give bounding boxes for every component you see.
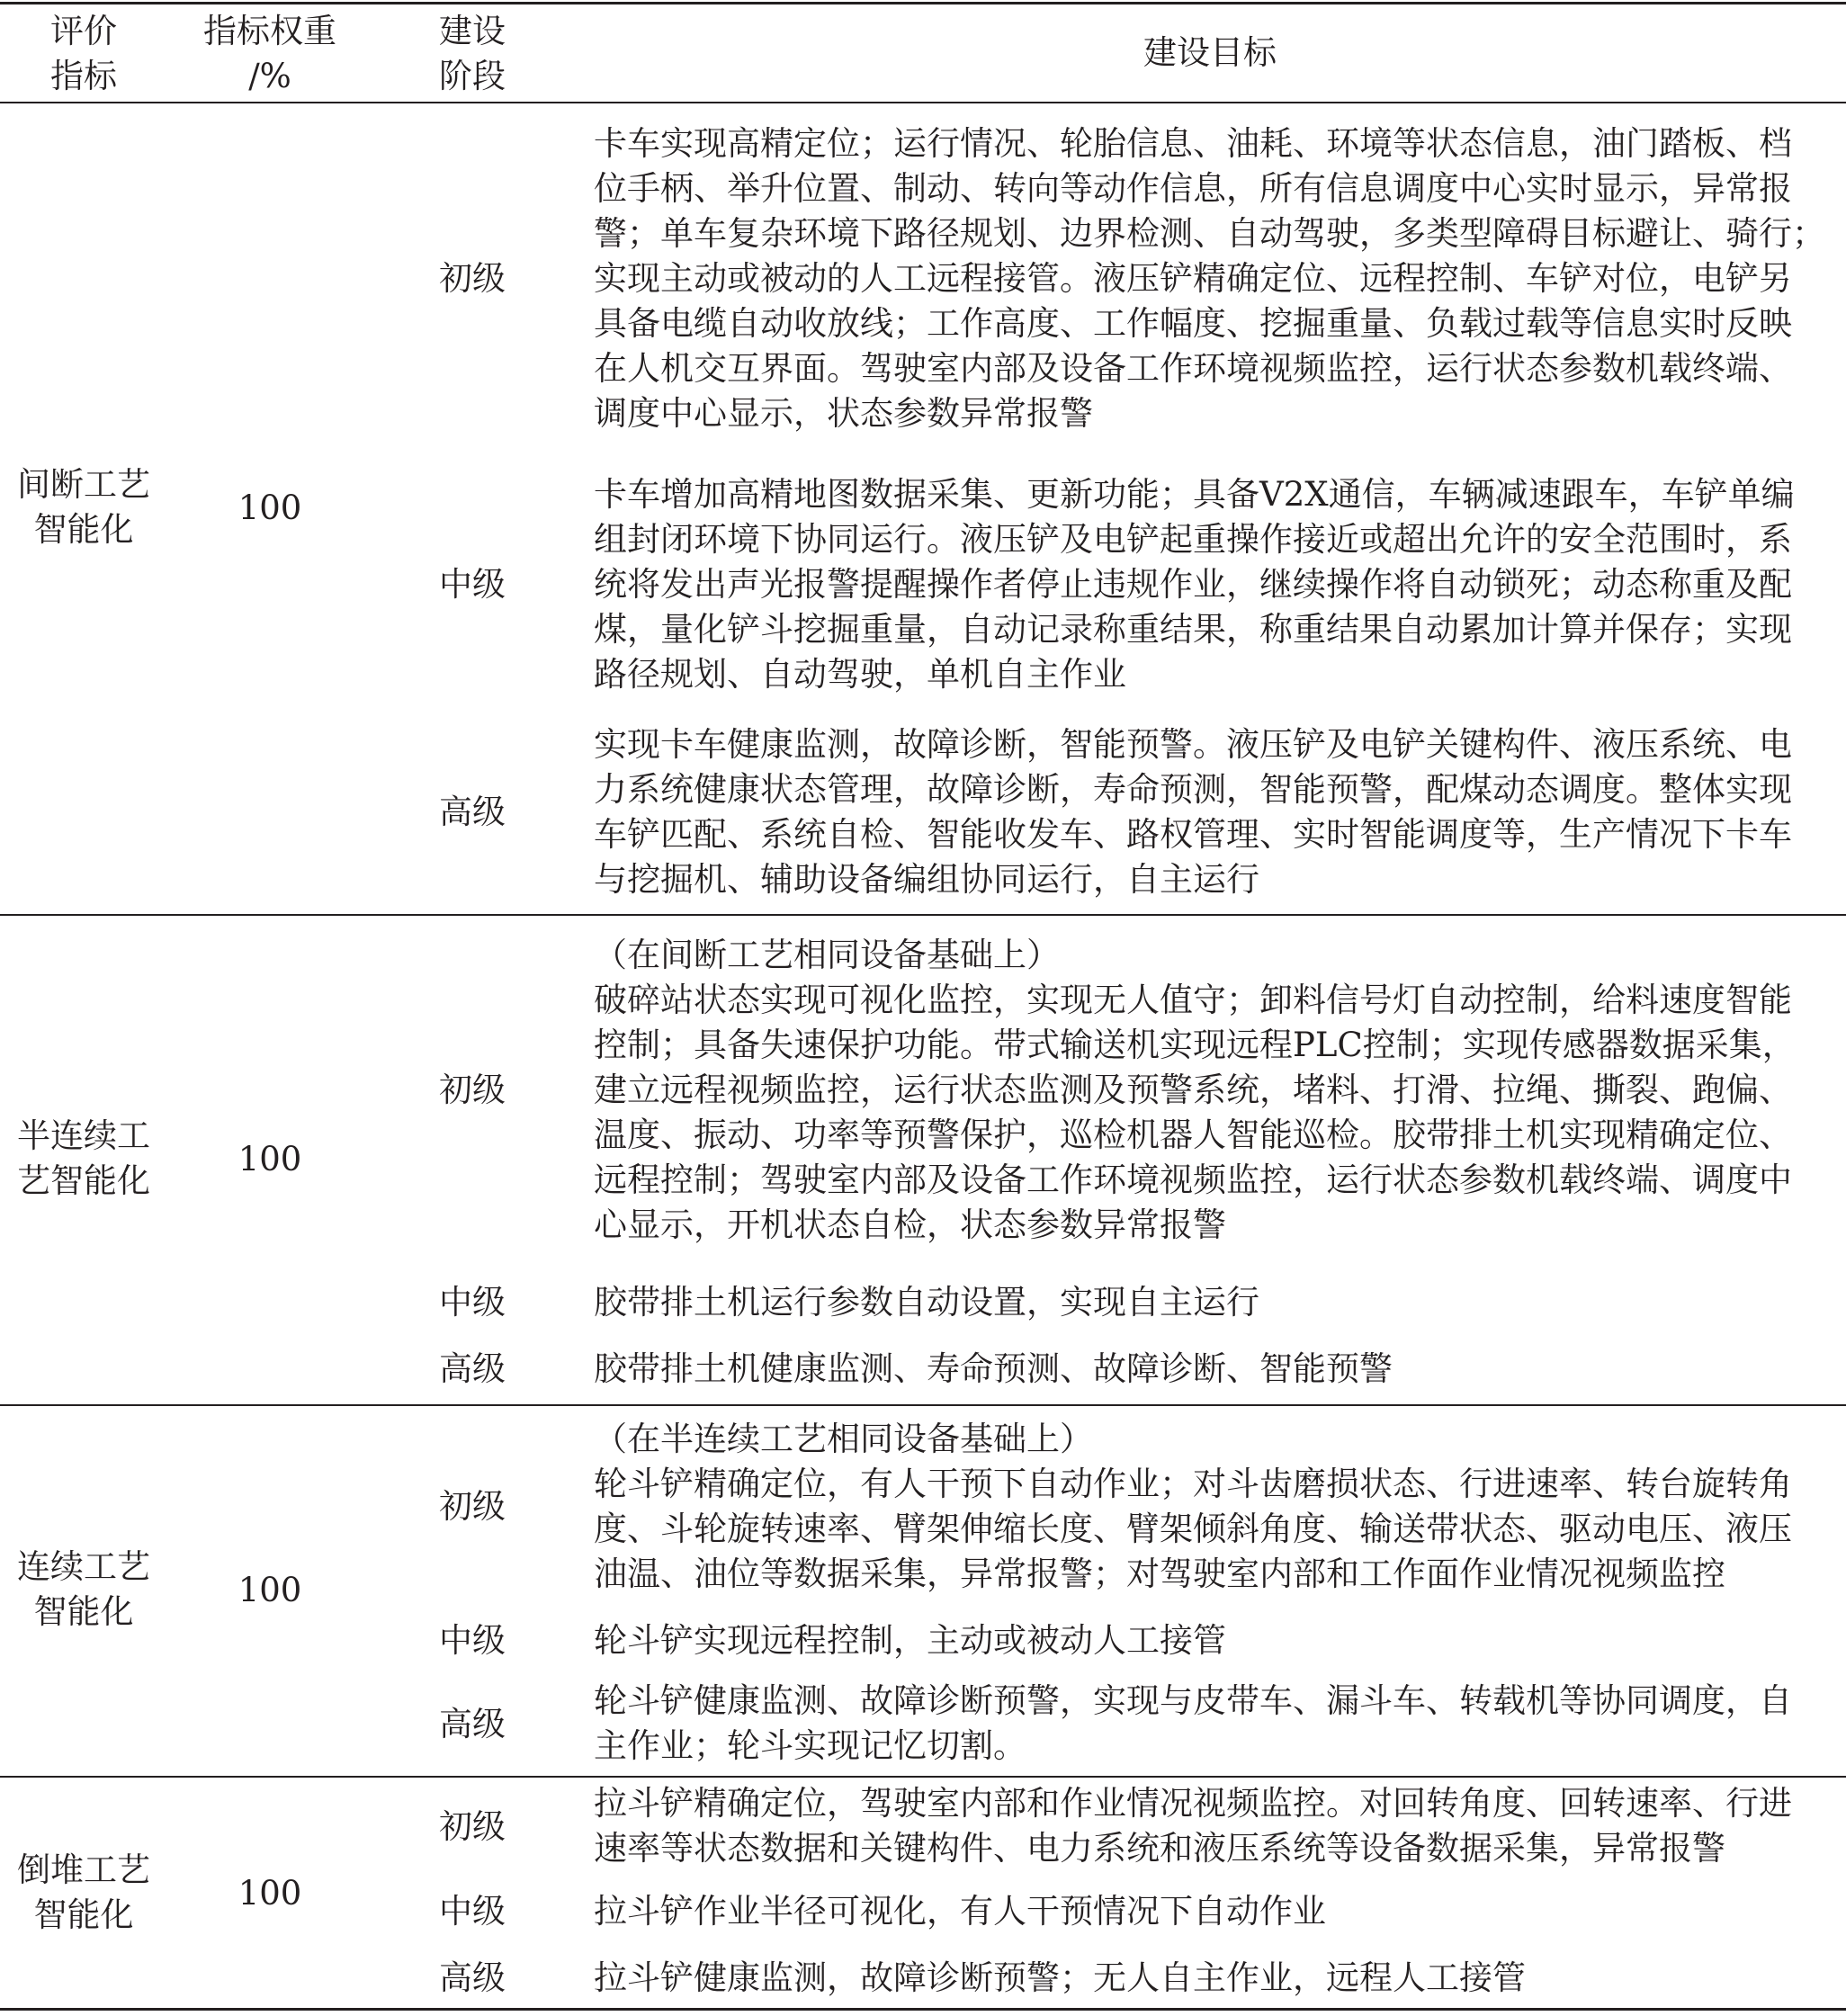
- goal-line: 煤，量化铲斗挖掘重量，自动记录称重结果，称重结果自动累加计算并保存；实现: [594, 610, 1792, 649]
- header-text: 评价: [50, 12, 117, 50]
- weight-cell: 100: [237, 488, 302, 527]
- goal-cell: [594, 121, 1826, 436]
- goal-line: 组封闭环境下协同运行。液压铲及电铲起重操作接近或超出允许的安全范围时，系: [594, 520, 1792, 559]
- indicator-cell: [7, 1848, 160, 1938]
- goal-cell: [594, 933, 1826, 1248]
- goal-line: 心显示，开机状态自检，状态参数异常报警: [594, 1205, 1226, 1244]
- goal-cell: [594, 1417, 1826, 1597]
- goal-line: 实现卡车健康监测，故障诊断，智能预警。液压铲及电铲关键构件、液压系统、电: [594, 725, 1792, 764]
- goal-cell: [594, 1889, 1826, 1934]
- goal-line: 建立远程视频监控，运行状态监测及预警系统，堵料、打滑、拉绳、撕裂、跑偏、: [594, 1071, 1792, 1109]
- stage-cell: 初级: [439, 1807, 506, 1846]
- stage-cell: 中级: [439, 565, 506, 604]
- goal-line: 主作业；轮斗实现记忆切割。: [594, 1726, 1026, 1765]
- goal-line: 度、斗轮旋转速率、臂架伸缩长度、臂架倾斜角度、输送带状态、驱动电压、液压: [594, 1510, 1792, 1548]
- indicator-text: 连续工艺: [17, 1547, 150, 1586]
- goal-line: 警；单车复杂环境下路径规划、边界检测、自动驾驶，多类型障碍目标避让、骑行；: [594, 214, 1825, 253]
- indicator-text: 智能化: [33, 1592, 134, 1631]
- goal-line: 调度中心显示，状态参数异常报警: [594, 394, 1093, 433]
- weight-cell: 100: [237, 1140, 302, 1178]
- stage-cell: 初级: [439, 1487, 506, 1526]
- group-rule: [0, 1404, 1846, 1406]
- top-rule: [0, 2, 1846, 4]
- goal-line: 拉斗铲作业半径可视化，有人干预情况下自动作业: [594, 1892, 1326, 1931]
- goal-cell: [594, 1618, 1826, 1663]
- indicator-text: 倒堆工艺: [17, 1850, 150, 1889]
- stage-cell: 高级: [439, 1349, 506, 1388]
- stage-cell: 高级: [439, 1705, 506, 1743]
- goal-cell: [594, 1781, 1826, 1871]
- indicator-text: 智能化: [33, 510, 134, 549]
- indicator-text: 智能化: [33, 1895, 134, 1934]
- indicator-cell: [7, 1545, 160, 1635]
- indicator-text: 间断工艺: [17, 465, 150, 504]
- goal-line: 拉斗铲精确定位，驾驶室内部和作业情况视频监控。对回转角度、回转速率、行进: [594, 1784, 1792, 1823]
- goal-cell: [594, 1679, 1826, 1769]
- stage-cell: 初级: [439, 259, 506, 298]
- header-text: /%: [248, 57, 291, 95]
- indicator-text: 半连续工: [17, 1116, 150, 1155]
- header-text: 阶段: [439, 57, 506, 95]
- bottom-rule: [0, 2008, 1846, 2011]
- indicator-text: 艺智能化: [17, 1161, 150, 1200]
- goal-line: 控制；具备失速保护功能。带式输送机实现远程PLC控制；实现传感器数据采集，: [594, 1026, 1796, 1064]
- goal-note: （在半连续工艺相同设备基础上）: [594, 1420, 1093, 1458]
- goal-line: 在人机交互界面。驾驶室内部及设备工作环境视频监控，运行状态参数机载终端、: [594, 349, 1792, 388]
- goal-line: 温度、振动、功率等预警保护，巡检机器人智能巡检。胶带排土机实现精确定位、: [594, 1116, 1792, 1154]
- stage-cell: 高级: [439, 793, 506, 831]
- goal-line: 力系统健康状态管理，故障诊断，寿命预测，智能预警，配煤动态调度。整体实现: [594, 770, 1792, 809]
- stage-cell: 中级: [439, 1621, 506, 1660]
- weight-cell: 100: [237, 1874, 302, 1913]
- group-rule: [0, 914, 1846, 916]
- group-rule: [0, 1776, 1846, 1778]
- indicator-cell: [7, 462, 160, 552]
- goal-line: 车铲匹配、系统自检、智能收发车、路权管理、实时智能调度等，生产情况下卡车: [594, 815, 1792, 854]
- header-text: 指标权重: [203, 12, 336, 50]
- goal-cell: [594, 1956, 1826, 2001]
- goal-note: （在间断工艺相同设备基础上）: [594, 936, 1060, 974]
- goal-line: 胶带排土机运行参数自动设置，实现自主运行: [594, 1283, 1259, 1322]
- goal-cell: [594, 1280, 1826, 1325]
- goal-cell: [594, 1347, 1826, 1392]
- goal-line: 油温、油位等数据采集，异常报警；对驾驶室内部和工作面作业情况视频监控: [594, 1555, 1725, 1593]
- goal-line: 实现主动或被动的人工远程接管。液压铲精确定位、远程控制、车铲对位，电铲另: [594, 259, 1792, 298]
- goal-line: 统将发出声光报警提醒操作者停止违规作业，继续操作将自动锁死；动态称重及配: [594, 565, 1792, 604]
- stage-cell: 高级: [439, 1958, 506, 1997]
- goal-line: 卡车增加高精地图数据采集、更新功能；具备V2X通信，车辆减速跟车，车铲单编: [594, 475, 1795, 514]
- goal-line: 路径规划、自动驾驶，单机自主作业: [594, 655, 1126, 694]
- goal-line: 胶带排土机健康监测、寿命预测、故障诊断、智能预警: [594, 1349, 1393, 1388]
- goal-cell: [594, 472, 1826, 697]
- goal-line: 轮斗铲实现远程控制，主动或被动人工接管: [594, 1621, 1226, 1660]
- stage-cell: 中级: [439, 1892, 506, 1931]
- goal-line: 远程控制；驾驶室内部及设备工作环境视频监控，运行状态参数机载终端、调度中: [594, 1160, 1792, 1199]
- header-rule: [0, 102, 1846, 103]
- goal-line: 位手柄、举升位置、制动、转向等动作信息，所有信息调度中心实时显示，异常报: [594, 169, 1792, 208]
- header-weight: [180, 9, 360, 99]
- goal-cell: [594, 722, 1826, 902]
- stage-cell: 中级: [439, 1283, 506, 1322]
- header-text: 建设: [439, 12, 506, 50]
- header-goal: 建设目标: [1143, 33, 1277, 72]
- header-indicator: [7, 9, 160, 99]
- goal-line: 拉斗铲健康监测，故障诊断预警；无人自主作业，远程人工接管: [594, 1958, 1526, 1997]
- goal-line: 破碎站状态实现可视化监控，实现无人值守；卸料信号灯自动控制，给料速度智能: [594, 981, 1792, 1019]
- stage-cell: 初级: [439, 1071, 506, 1109]
- header-text: 指标: [50, 57, 117, 95]
- goal-line: 具备电缆自动收放线；工作高度、工作幅度、挖掘重量、负载过载等信息实时反映: [594, 304, 1792, 343]
- header-stage: [409, 9, 535, 99]
- goal-line: 卡车实现高精定位；运行情况、轮胎信息、油耗、环境等状态信息，油门踏板、档: [594, 124, 1792, 163]
- goal-line: 轮斗铲精确定位，有人干预下自动作业；对斗齿磨损状态、行进速率、转台旋转角: [594, 1465, 1792, 1503]
- indicator-cell: [7, 1114, 160, 1204]
- goal-line: 与挖掘机、辅助设备编组协同运行，自主运行: [594, 860, 1259, 899]
- weight-cell: 100: [237, 1571, 302, 1609]
- goal-line: 轮斗铲健康监测、故障诊断预警，实现与皮带车、漏斗车、转载机等协同调度，自: [594, 1681, 1792, 1720]
- goal-line: 速率等状态数据和关键构件、电力系统和液压系统等设备数据采集，异常报警: [594, 1829, 1725, 1868]
